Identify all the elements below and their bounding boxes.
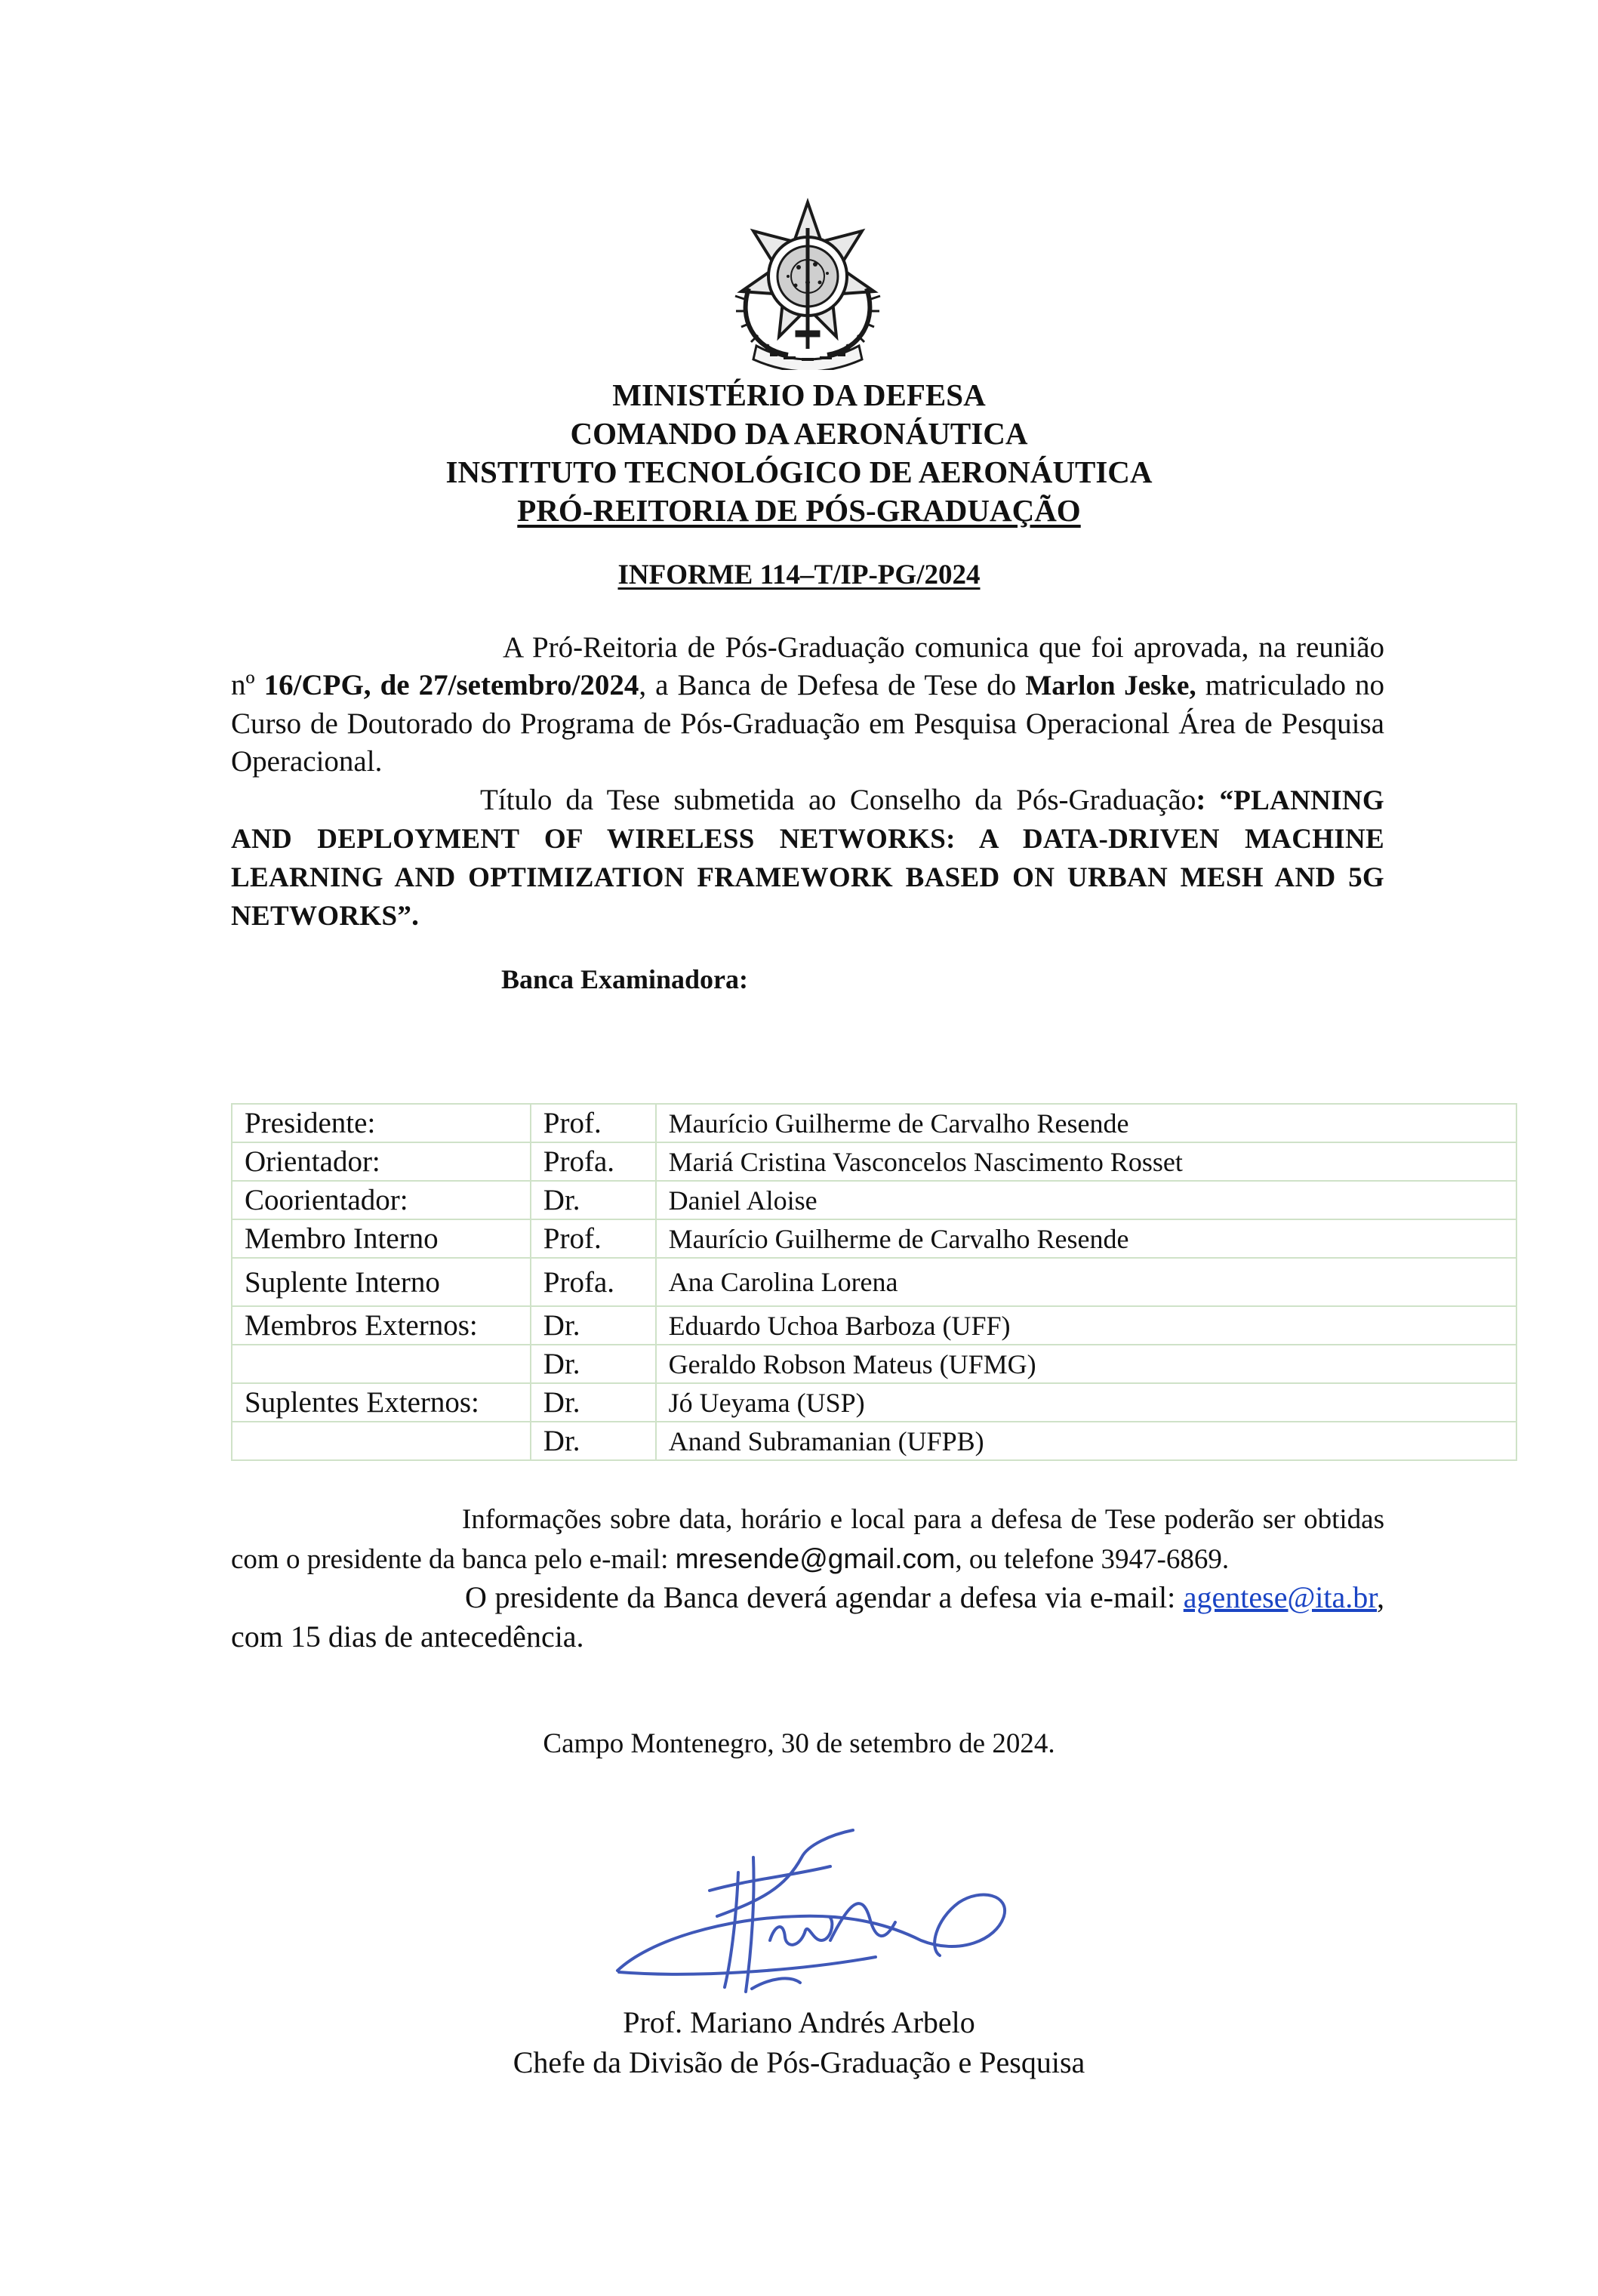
board-member-name: Anand Subramanian (UFPB): [656, 1422, 1516, 1460]
approval-paragraph: [231, 629, 1384, 781]
header-department: PRÓ-REITORIA DE PÓS-GRADUAÇÃO: [517, 493, 1081, 528]
table-row: [232, 1383, 1516, 1422]
board-title: Dr.: [531, 1383, 656, 1422]
board-member-name: Ana Carolina Lorena: [656, 1258, 1516, 1306]
thesis-intro: Título da Tese submetida ao Conselho da Pós-Graduação: [480, 784, 1196, 816]
letterhead: [0, 376, 1598, 530]
board-member-name: Eduardo Uchoa Barboza (UFF): [656, 1306, 1516, 1345]
table-row: [232, 1104, 1516, 1142]
approval-text: A Pró-Reitoria de Pós-Graduação comunica que foi aprovada, na reunião nº: [231, 631, 1384, 701]
board-role: Coorientador:: [232, 1181, 531, 1219]
president-email[interactable]: mresende@gmail.com: [675, 1543, 956, 1574]
board-member-name: Maurício Guilherme de Carvalho Resende: [656, 1219, 1516, 1258]
thesis-period: .: [411, 899, 419, 932]
board-role: Suplente Interno: [232, 1258, 531, 1306]
board-role: Membro Interno: [232, 1219, 531, 1258]
approval-text-2: , a Banca de Defesa de Tese do: [639, 669, 1026, 701]
board-title: Prof.: [531, 1104, 656, 1142]
signatory-role: Chefe da Divisão de Pós-Graduação e Pesquisa: [513, 2045, 1085, 2079]
board-title: Prof.: [531, 1219, 656, 1258]
table-row: [232, 1422, 1516, 1460]
board-role: Orientador:: [232, 1142, 531, 1181]
board-member-name: Jó Ueyama (USP): [656, 1383, 1516, 1422]
student-name: Marlon Jeske,: [1025, 670, 1196, 701]
contact-paragraph: [231, 1500, 1384, 1579]
table-row: [232, 1142, 1516, 1181]
scheduling-deadline-text: , com 15 dias de antecedência.: [231, 1580, 1384, 1653]
scheduling-email-link[interactable]: agentese@ita.br: [1183, 1580, 1377, 1614]
handwritten-signature-icon: [604, 1827, 1011, 2001]
thesis-title-paragraph: [231, 781, 1384, 935]
approval-text-3: matriculado no Curso de Doutorado do Programa de Pós-Graduação em Pesquisa Operacional Área de Pesquisa Operacional.: [231, 669, 1385, 778]
contact-text: Informações sobre data, horário e local para a defesa de Tese poderão ser obtidas com o presidente da banca pelo e-mail:: [231, 1504, 1384, 1575]
board-role: [232, 1422, 531, 1460]
header-command: COMANDO DA AERONÁUTICA: [570, 416, 1028, 451]
board-member-name: Maurício Guilherme de Carvalho Resende: [656, 1104, 1516, 1142]
board-role: [232, 1345, 531, 1383]
thesis-title: “PLANNING AND DEPLOYMENT OF WIRELESS NETWORKS: A DATA-DRIVEN MACHINE LEARNING AND OPTIMIZATION FRAMEWORK BASED ON URBAN MESH AND 5G NETWORKS”: [231, 785, 1384, 932]
board-title: Dr.: [531, 1345, 656, 1383]
board-role: Suplentes Externos:: [232, 1383, 531, 1422]
scheduling-text: O presidente da Banca deverá agendar a defesa via e-mail:: [465, 1580, 1184, 1614]
board-heading: Banca Examinadora:: [501, 964, 749, 994]
meeting-reference: 16/CPG, de 27/setembro/2024: [263, 669, 639, 701]
board-member-name: Daniel Aloise: [656, 1181, 1516, 1219]
coat-of-arms-icon: [723, 198, 892, 370]
examining-board-table: [231, 1103, 1517, 1461]
thesis-colon: :: [1196, 784, 1206, 816]
signatory-name: Prof. Mariano Andrés Arbelo: [623, 2005, 975, 2039]
board-title: Dr.: [531, 1422, 656, 1460]
board-role: Presidente:: [232, 1104, 531, 1142]
header-institute: INSTITUTO TECNOLÓGICO DE AERONÁUTICA: [445, 455, 1153, 489]
board-member-name: Geraldo Robson Mateus (UFMG): [656, 1345, 1516, 1383]
board-title: Dr.: [531, 1181, 656, 1219]
signatory: [0, 2002, 1598, 2082]
table-row: [232, 1219, 1516, 1258]
table-row: [232, 1345, 1516, 1383]
contact-phone-text: , ou telefone 3947-6869.: [955, 1544, 1230, 1575]
board-role: Membros Externos:: [232, 1306, 531, 1345]
document-number: INFORME 114–T/IP-PG/2024: [617, 559, 981, 590]
header-ministry: MINISTÉRIO DA DEFESA: [612, 378, 986, 412]
table-row: [232, 1306, 1516, 1345]
table-row: [232, 1258, 1516, 1306]
table-row: [232, 1181, 1516, 1219]
place-and-date: Campo Montenegro, 30 de setembro de 2024.: [543, 1728, 1055, 1759]
board-title: Dr.: [531, 1306, 656, 1345]
board-title: Profa.: [531, 1142, 656, 1181]
board-member-name: Mariá Cristina Vasconcelos Nascimento Rosset: [656, 1142, 1516, 1181]
scheduling-paragraph: [231, 1578, 1384, 1657]
board-title: Profa.: [531, 1258, 656, 1306]
